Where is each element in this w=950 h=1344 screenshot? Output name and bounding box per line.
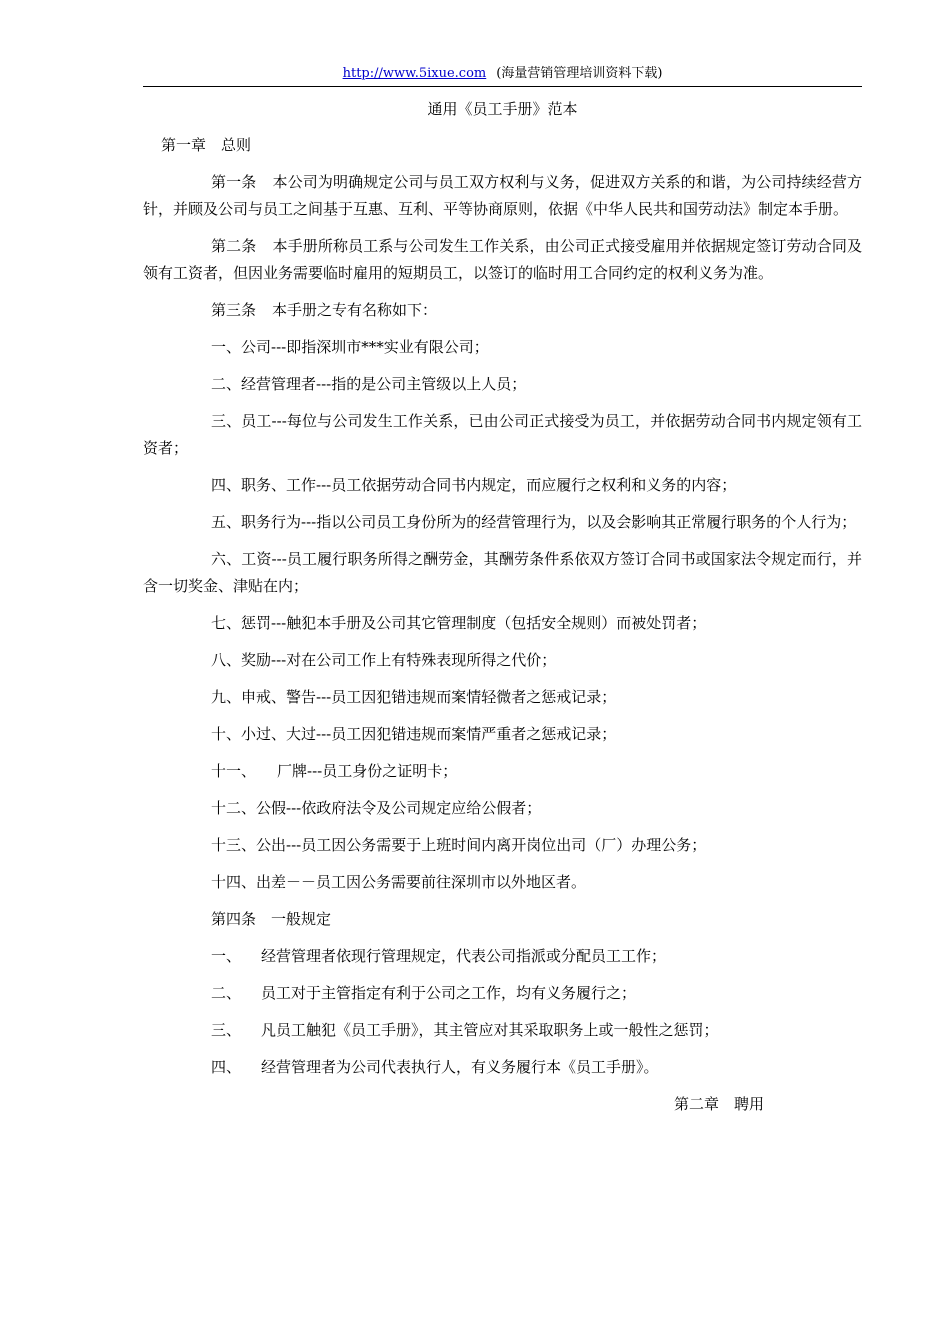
article-1-label: 第一条 bbox=[211, 173, 257, 191]
general-rule-text: 员工对于主管指定有利于公司之工作，均有义务履行之； bbox=[261, 984, 637, 1002]
definition-item: 九、申戒、警告---员工因犯错违规而案情轻微者之惩戒记录； bbox=[211, 688, 617, 706]
general-rule-item bbox=[143, 943, 862, 970]
definition-11-number: 十一、 bbox=[211, 762, 257, 780]
document-body bbox=[143, 132, 862, 1118]
article-3-text: 本手册之专有名称如下： bbox=[272, 301, 438, 319]
article-2 bbox=[143, 233, 862, 287]
definition-item: 一、公司---即指深圳市***实业有限公司； bbox=[211, 338, 489, 356]
definition-item: 十二、公假---依政府法令及公司规定应给公假者； bbox=[211, 799, 542, 817]
article-4-heading: 第四条 一般规定 bbox=[211, 910, 332, 928]
definition-item: 三、员工---每位与公司发生工作关系，已由公司正式接受为员工，并依据劳动合同书内规定领有工资者； bbox=[143, 412, 862, 457]
page-header bbox=[143, 64, 862, 87]
definition-item: 十三、公出---员工因公务需要于上班时间内离开岗位出司（厂）办理公务； bbox=[211, 836, 707, 854]
article-2-text: 本手册所称员工系与公司发生工作关系，由公司正式接受雇用并依据规定签订劳动合同及领有工资者，但因业务需要临时雇用的短期员工，以签订的临时用工合同约定的权利义务为准。 bbox=[143, 237, 862, 282]
general-rule-text: 经营管理者依现行管理规定，代表公司指派或分配员工工作； bbox=[261, 947, 667, 965]
general-rule-number: 三、 bbox=[211, 1021, 242, 1039]
article-1-text: 本公司为明确规定公司与员工双方权利与义务，促进双方关系的和谐，为公司持续经营方针，并顾及公司与员工之间基于互惠、互利、平等协商原则，依据《中华人民共和国劳动法》制定本手册。 bbox=[143, 173, 862, 218]
definition-item: 四、职务、工作---员工依据劳动合同书内规定，而应履行之权利和义务的内容； bbox=[211, 476, 737, 494]
document-title: 通用《员工手册》范本 bbox=[427, 100, 578, 118]
definition-item: 十四、出差－－员工因公务需要前往深圳市以外地区者。 bbox=[211, 873, 587, 891]
general-rule-number: 二、 bbox=[211, 984, 242, 1002]
header-link[interactable]: http://www.5ixue.com bbox=[342, 66, 487, 81]
chapter-heading-2: 第二章 聘用 bbox=[673, 1095, 764, 1113]
definition-item: 五、职务行为---指以公司员工身份所为的经营管理行为，以及会影响其正常履行职务的个人行为； bbox=[211, 513, 857, 531]
article-3-label: 第三条 bbox=[211, 301, 257, 319]
general-rule-item bbox=[143, 1017, 862, 1044]
definition-item: 十、小过、大过---员工因犯错违规而案情严重者之惩戒记录； bbox=[211, 725, 617, 743]
article-2-label: 第二条 bbox=[211, 237, 257, 255]
general-rule-number: 一、 bbox=[211, 947, 242, 965]
general-rule-text: 经营管理者为公司代表执行人，有义务履行本《员工手册》。 bbox=[261, 1058, 659, 1076]
definition-item-11 bbox=[143, 758, 862, 785]
general-rule-number: 四、 bbox=[211, 1058, 242, 1076]
definition-item: 八、奖励---对在公司工作上有特殊表现所得之代价； bbox=[211, 651, 557, 669]
definition-item: 六、工资---员工履行职务所得之酬劳金，其酬劳条件系依双方签订合同书或国家法令规定而行，并含一切奖金、津贴在内； bbox=[143, 550, 862, 595]
chapter-heading-1: 第一章 总则 bbox=[161, 136, 252, 154]
definition-item: 二、经营管理者---指的是公司主管级以上人员； bbox=[211, 375, 527, 393]
header-note: (海量营销管理培训资料下载) bbox=[496, 66, 663, 81]
general-rule-item bbox=[143, 1054, 862, 1081]
article-1 bbox=[143, 169, 862, 223]
general-rule-item bbox=[143, 980, 862, 1007]
article-3 bbox=[143, 297, 862, 324]
general-rule-text: 凡员工触犯《员工手册》，其主管应对其采取职务上或一般性之惩罚； bbox=[261, 1021, 719, 1039]
definition-item: 七、惩罚---触犯本手册及公司其它管理制度（包括安全规则）而被处罚者； bbox=[211, 614, 707, 632]
definition-11-text: 厂牌---员工身份之证明卡； bbox=[277, 762, 458, 780]
